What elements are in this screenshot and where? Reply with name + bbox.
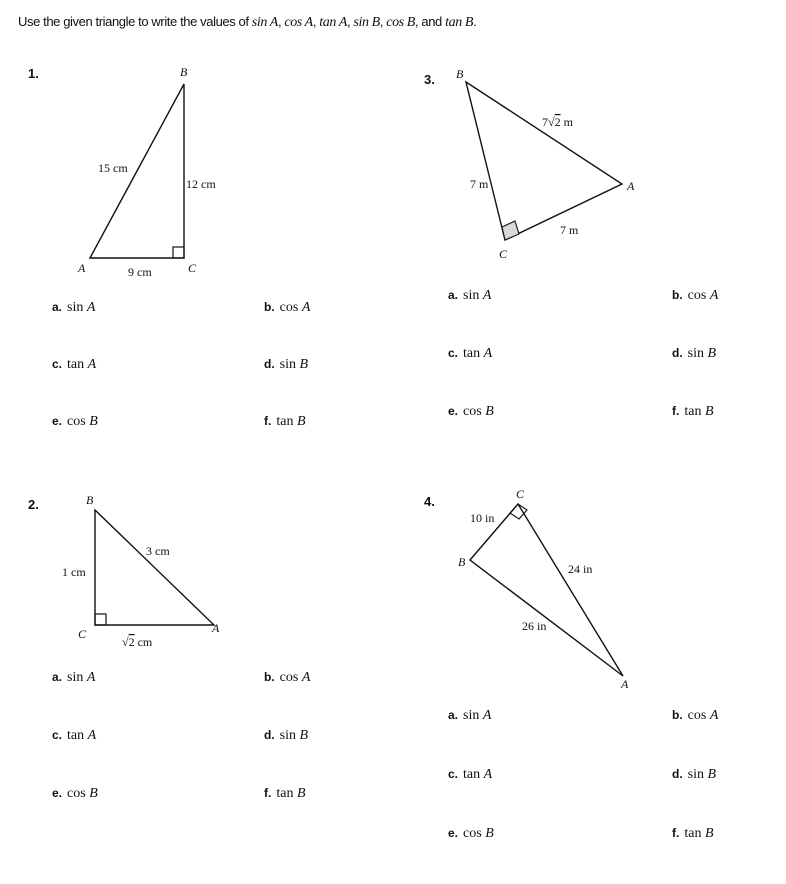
side-label-leg-ca: 7 m <box>560 223 579 237</box>
question-item: e. cos B <box>52 414 98 429</box>
instr-func: cos A <box>284 15 313 30</box>
problem-number: 3. <box>424 72 435 87</box>
question-item: d. sin B <box>672 767 717 782</box>
question-item: c. tan A <box>448 346 493 361</box>
question-item: b. cos A <box>672 708 719 723</box>
question-item: e. cos B <box>52 786 98 801</box>
side-label-leg-bc: 7 m <box>470 177 489 191</box>
side-label-hypotenuse: 15 cm <box>98 161 128 175</box>
question-item: f. tan B <box>672 826 714 841</box>
question-item: b. cos A <box>672 288 719 303</box>
vertex-label-c: C <box>78 627 87 641</box>
instr-func: tan B <box>445 15 474 30</box>
side-label-vertical: 12 cm <box>186 177 216 191</box>
vertex-label-a: A <box>627 179 635 193</box>
side-label-vertical: 1 cm <box>62 565 86 579</box>
question-item: b. cos A <box>264 300 311 315</box>
vertex-label-c: C <box>516 487 525 501</box>
question-item: a. sin A <box>448 708 492 723</box>
side-label-long-leg: 24 in <box>568 562 593 576</box>
question-item: d. sin B <box>264 357 309 372</box>
vertex-label-c: C <box>188 261 197 275</box>
question-item: b. cos A <box>264 670 311 685</box>
question-item: c. tan A <box>52 728 97 743</box>
question-item: d. sin B <box>264 728 309 743</box>
side-label-short-leg: 10 in <box>470 511 495 525</box>
triangle-4-shape <box>470 504 623 676</box>
problem-number: 1. <box>28 66 39 81</box>
question-item: f. tan B <box>672 404 714 419</box>
side-label-hypotenuse: 7√2 m <box>542 115 573 129</box>
instructions: Use the given triangle to write the values of sin A, cos A, tan A, sin B, cos B, and tan B. <box>18 14 477 30</box>
side-label-horizontal: 9 cm <box>128 265 152 279</box>
instr-func: sin B <box>353 15 380 30</box>
question-item: d. sin B <box>672 346 717 361</box>
vertex-label-b: B <box>180 65 188 79</box>
question-item: a. sin A <box>448 288 492 303</box>
question-item: e. cos B <box>448 826 494 841</box>
question-item: a. sin A <box>52 670 96 685</box>
vertex-label-b: B <box>456 67 464 81</box>
vertex-label-a: A <box>212 621 220 635</box>
right-angle-marker <box>510 504 527 519</box>
question-item: c. tan A <box>448 767 493 782</box>
instr-func: tan A <box>319 15 347 30</box>
instr-func: cos B <box>386 15 415 30</box>
vertex-label-b: B <box>458 555 466 569</box>
instr-func: sin A <box>251 15 278 30</box>
side-label-hypotenuse: 26 in <box>522 619 547 633</box>
problem-number: 2. <box>28 497 39 512</box>
problem-number: 4. <box>424 494 435 509</box>
vertex-label-b: B <box>86 493 94 507</box>
question-item: f. tan B <box>264 786 306 801</box>
side-label-horizontal: √2 cm <box>122 635 153 649</box>
vertex-label-c: C <box>499 247 508 261</box>
vertex-label-a: A <box>78 261 86 275</box>
question-item: e. cos B <box>448 404 494 419</box>
question-item: f. tan B <box>264 414 306 429</box>
vertex-label-a: A <box>621 677 629 691</box>
question-item: a. sin A <box>52 300 96 315</box>
side-label-hypotenuse: 3 cm <box>146 544 170 558</box>
question-item: c. tan A <box>52 357 97 372</box>
